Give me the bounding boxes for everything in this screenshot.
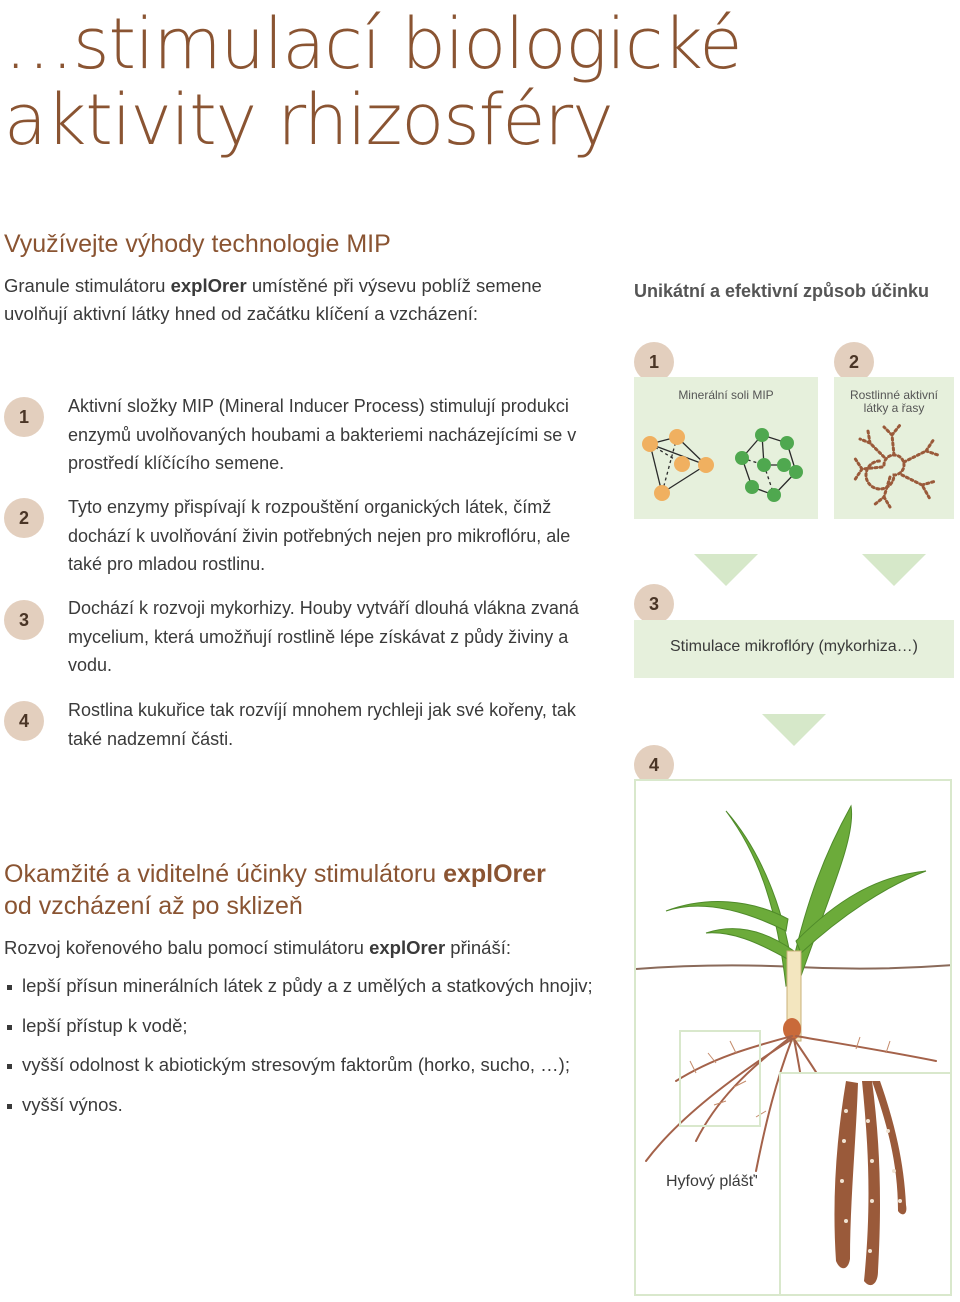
title-line-2: aktivity rhizosféry — [4, 79, 613, 161]
arrow-down-icon — [694, 554, 758, 586]
step-number-2: 2 — [834, 342, 874, 382]
list-item: vyšší výnos. — [4, 1091, 604, 1119]
effects-heading-brand: explOrer — [443, 860, 546, 888]
list-item: lepší přístup k vodě; — [4, 1012, 604, 1040]
plant-illustration-frame — [634, 779, 952, 1296]
benefits-list — [4, 972, 604, 1119]
item-number-4: 4 — [4, 701, 44, 741]
list-item: vyšší odolnost k abiotickým stresovým faktorům (horko, sucho, …); — [4, 1051, 604, 1079]
section-effects-heading — [4, 858, 604, 922]
arrow-down-icon — [762, 714, 826, 746]
section-effects-intro — [4, 934, 604, 962]
step-number-4: 4 — [634, 745, 674, 785]
hyphal-sheath-label: Hyfový plášť' — [666, 1173, 758, 1190]
item-number-2: 2 — [4, 498, 44, 538]
page-title — [4, 3, 764, 161]
intro-text-a: Granule stimulátoru — [4, 275, 171, 296]
list-item: lepší přísun minerálních látek z půdy a z umělých a statkových hnojiv; — [4, 972, 604, 1000]
effects-intro-text-a: Rozvoj kořenového balu pomocí stimulátoru — [4, 937, 370, 958]
item-number-1: 1 — [4, 397, 44, 437]
seaweed-icon — [834, 377, 954, 519]
item-text-2: Tyto enzymy přispívají k rozpouštění organických látek, čímž dochází k uvolňování živin potřebných nejen pro mikroflóru, ale také pro mladou rostlinu. — [68, 497, 571, 574]
section-mip-intro — [4, 272, 604, 328]
mineral-salts-label: Minerální soli MIP — [678, 388, 774, 402]
corn-plant-illustration — [636, 781, 952, 1296]
item-text-4: Rostlina kukuřice tak rozvíjí mnohem rychleji jak své kořeny, tak také nadzemní části. — [68, 700, 576, 749]
brand-name: explOrer — [170, 275, 247, 296]
arrow-down-icon — [862, 554, 926, 586]
effects-intro-brand: explOrer — [369, 937, 446, 958]
effects-intro-text-b: přináší: — [445, 937, 511, 958]
effects-heading-text: Okamžité a viditelné účinky stimulátoru — [4, 860, 444, 888]
item-number-3: 3 — [4, 600, 44, 640]
title-line-1: …stimulací biologické — [4, 3, 742, 85]
plant-active-label: Rostlinné aktivní látky a řasy — [849, 388, 939, 415]
item-text-3: Dochází k rozvoji mykorhizy. Houby vytváří dlouhá vlákna zvaná mycelium, která umožňují rostlině lépe získávat z půdy živiny a vodu. — [68, 598, 579, 675]
effects-heading-line2: od vzcházení až po sklizeň — [4, 892, 303, 920]
molecule-icon — [634, 377, 818, 519]
intro-text-b: umístěné při výsevu poblíž semene uvolňují aktivní látky hned od začátku klíčení a vzcházení: — [4, 275, 542, 324]
microflora-label: Stimulace mikroflóry (mykorhiza…) — [669, 638, 919, 655]
plant-active-box — [834, 377, 954, 519]
diagram-title: Unikátní a efektivní způsob účinku — [634, 281, 930, 301]
microflora-box — [634, 620, 954, 678]
item-text-1: Aktivní složky MIP (Mineral Inducer Process) stimulují produkci enzymů uvolňovaných houbami a bakteriemi nacházejícími se v prostředí klíčícího semene. — [68, 396, 577, 473]
mineral-salts-box — [634, 377, 818, 519]
step-number-1: 1 — [634, 342, 674, 382]
step-number-3: 3 — [634, 584, 674, 624]
section-mip-heading: Využívejte výhody technologie MIP — [4, 230, 391, 258]
